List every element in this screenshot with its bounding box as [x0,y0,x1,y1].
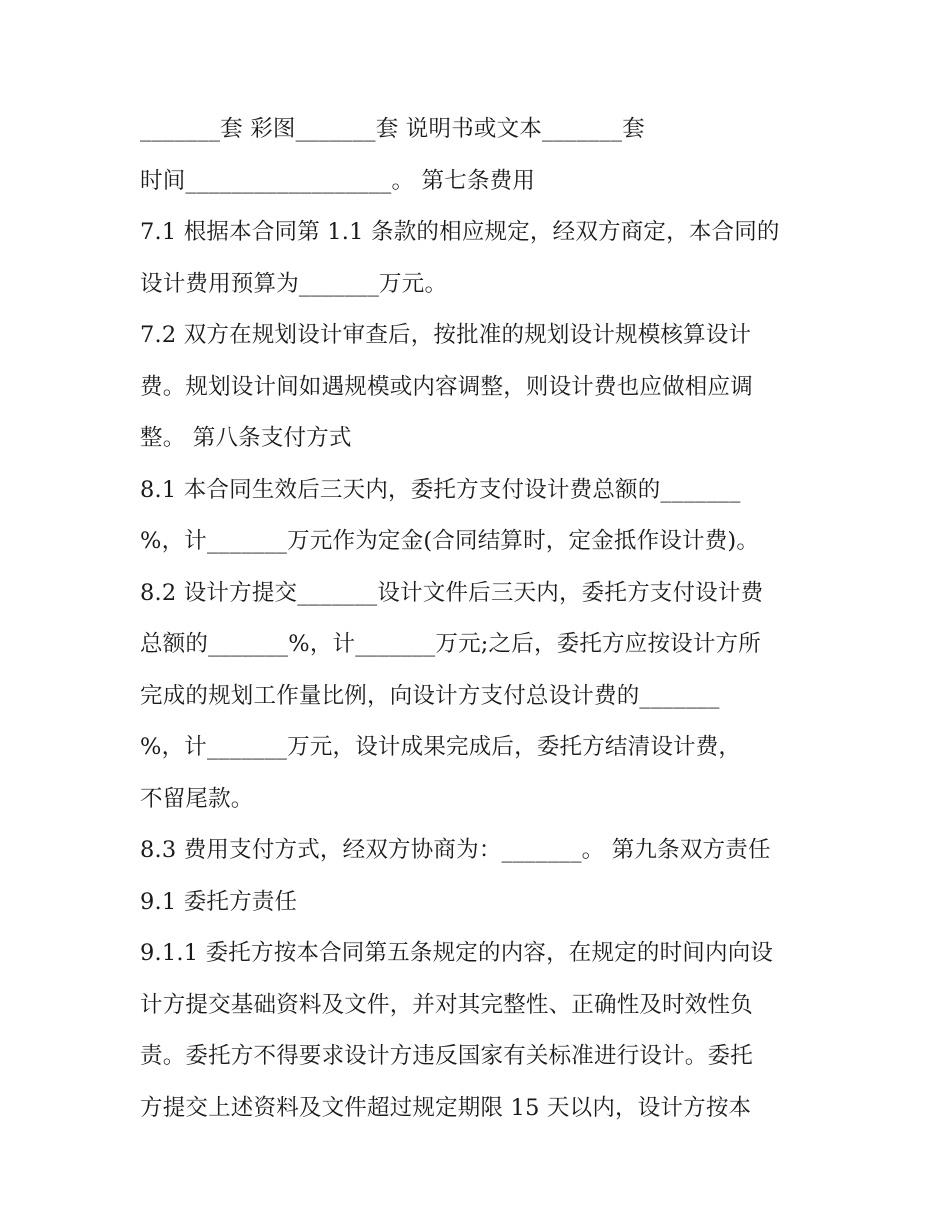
text-line: 8.3 费用支付方式，经双方协商为：_______。 第九条双方责任 [140,837,771,863]
text-line: 设计费用预算为_______万元。 [140,270,448,297]
text-line: 责。委托方不得要求设计方违反国家有关标准进行设计。委托 [140,1043,753,1069]
text-line: 总额的_______%，计_______万元;之后，委托方应按设计方所 [140,631,761,657]
text-line: 计方提交基础资料及文件，并对其完整性、正确性及时效性负 [140,991,753,1018]
document-body [140,104,820,1134]
text-line: 不留尾款。 [140,785,254,812]
text-line: 完成的规划工作量比例，向设计方支付总设计费的_______ [140,682,720,709]
text-line: 8.2 设计方提交_______设计文件后三天内，委托方支付设计费 [140,579,764,606]
text-line: 7.2 双方在规划设计审查后，按批准的规划设计规模核算设计 [140,322,752,348]
text-line: 9.1 委托方责任 [140,888,298,915]
text-line: 时间__________________。 第七条费用 [140,167,536,194]
text-line: 费。规划设计间如遇规模或内容调整，则设计费也应做相应调 [140,373,753,400]
text-line: 7.1 根据本合同第 1.1 条款的相应规定，经双方商定，本合同的 [140,219,780,245]
text-line: %，计_______万元，设计成果完成后，委托方结清设计费， [140,734,742,760]
text-line: 方提交上述资料及文件超过规定期限 15 天以内，设计方按本 [140,1094,752,1121]
text-line: %，计_______万元作为定金(合同结算时，定金抵作设计费)。 [140,528,760,554]
text-line: _______套 彩图_______套 说明书或文本_______套 [140,116,645,142]
text-line: 8.1 本合同生效后三天内，委托方支付设计费总额的_______ [140,476,741,503]
text-line: 整。 第八条支付方式 [140,425,352,451]
text-line: 9.1.1 委托方按本合同第五条规定的内容，在规定的时间内向设 [140,940,774,966]
